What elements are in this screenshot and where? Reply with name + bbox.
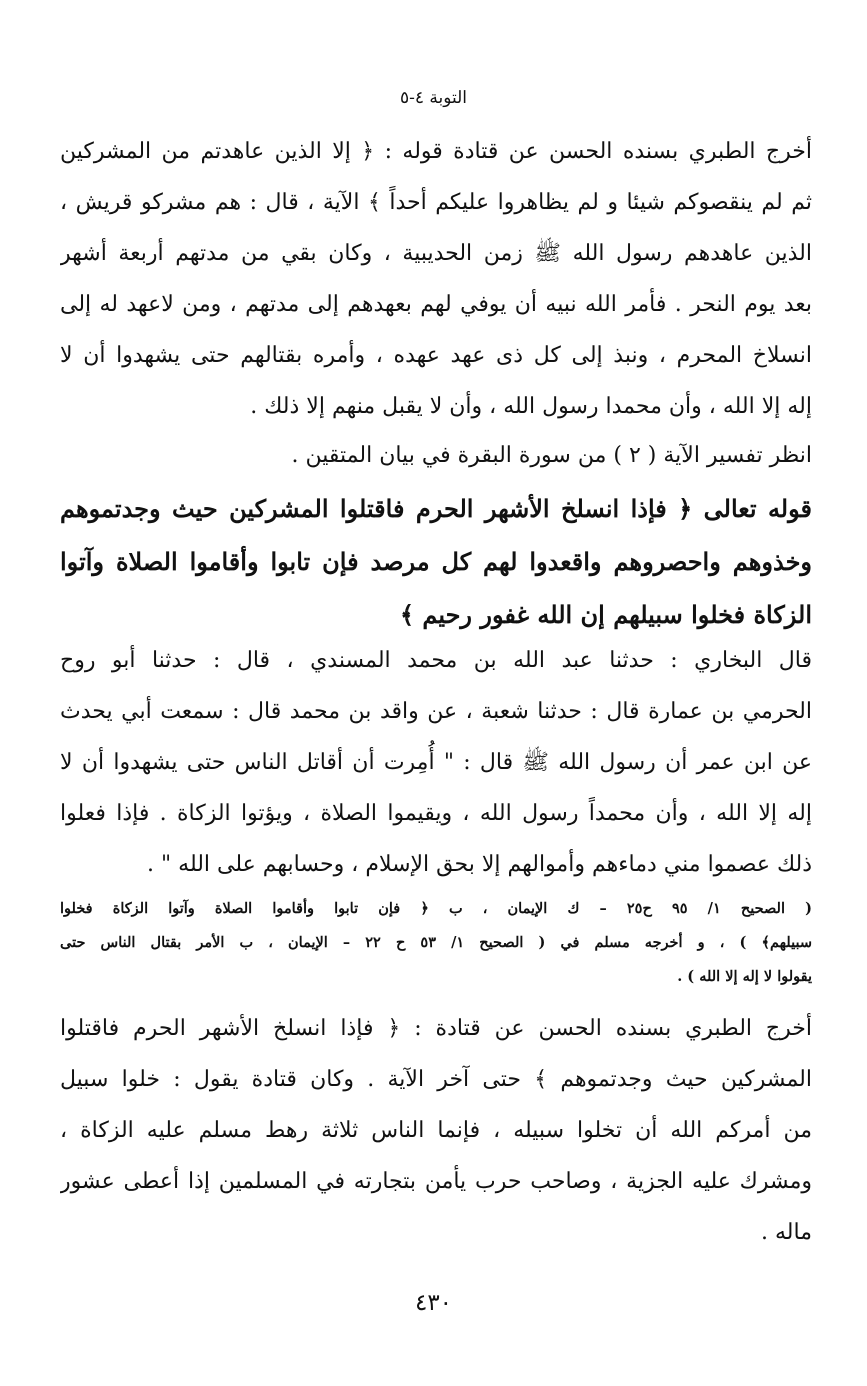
text-line: ماله .	[761, 1220, 812, 1245]
text-line: إله إلا الله ، وأن محمداً رسول الله ، ويقيموا الصلاة ، ويؤتوا الزكاة . فإذا فعلوا	[60, 801, 812, 826]
paragraph-reference	[60, 430, 812, 481]
page-header: التوبة ٤-٥	[399, 88, 468, 108]
text-line: عن ابن عمر أن رسول الله ﷺ قال : " أُمِرت أن أقاتل الناس حتى يشهدوا أن لا	[60, 750, 812, 775]
verse-line: قوله تعالى ﴿ فإذا انسلخ الأشهر الحرم فاقتلوا المشركين حيث وجدتموهم	[60, 494, 812, 523]
verse-heading	[60, 482, 812, 641]
text-line: أخرج الطبري بسنده الحسن عن قتادة : ﴿ فإذا انسلخ الأشهر الحرم فاقتلوا	[60, 1016, 812, 1041]
text-line: ذلك عصموا مني دماءهم وأموالهم إلا بحق الإسلام ، وحسابهم على الله " .	[147, 852, 812, 877]
text-line: انسلاخ المحرم ، ونبذ إلى كل ذى عهد عهده ، وأمره بقتالهم حتى يشهدوا أن لا	[60, 343, 812, 368]
text-line: من أمركم الله أن تخلوا سبيله ، فإنما الناس ثلاثة رهط مسلم عليه الزكاة ،	[60, 1118, 812, 1143]
paragraph-tabari-1	[60, 126, 812, 432]
text-line: إله إلا الله ، وأن محمدا رسول الله ، وأن لا يقبل منهم إلا ذلك .	[250, 394, 812, 419]
citation-note	[60, 892, 812, 994]
citation-line: ( الصحيح ١/ ٩٥ ح٢٥ – ك الإيمان ، ب ﴿ فإن تابوا وأقاموا الصلاة وآتوا الزكاة فخلوا	[60, 900, 812, 917]
text-line: المشركين حيث وجدتموهم ﴾ حتى آخر الآية . وكان قتادة يقول : خلوا سبيل	[60, 1067, 812, 1092]
text-line: انظر تفسير الآية ( ٢ ) من سورة البقرة في بيان المتقين .	[291, 443, 812, 468]
verse-line: وخذوهم واحصروهم واقعدوا لهم كل مرصد فإن تابوا وأقاموا الصلاة وآتوا	[60, 547, 812, 576]
text-line: أخرج الطبري بسنده الحسن عن قتادة قوله : ﴿ إلا الذين عاهدتم من المشركين	[60, 139, 812, 164]
text-line: ومشرك عليه الجزية ، وصاحب حرب يأمن بتجارته في المسلمين إذا أعطى عشور	[60, 1169, 812, 1194]
page-number: ٤٣٠	[414, 1290, 453, 1316]
paragraph-bukhari	[60, 635, 812, 890]
citation-line: سبيلهم﴾ ) ، و أخرجه مسلم في ( الصحيح ١/ ٥٣ ح ٢٢ – الإيمان ، ب الأمر بقتال الناس حتى	[60, 934, 812, 951]
text-line: ثم لم ينقصوكم شيئا و لم يظاهروا عليكم أحداً ﴾ الآية ، قال : هم مشركو قريش ،	[60, 190, 812, 215]
text-line: الحرمي بن عمارة قال : حدثنا شعبة ، عن واقد بن محمد قال : سمعت أبي يحدث	[60, 699, 812, 724]
text-line: قال البخاري : حدثنا عبد الله بن محمد المسندي ، قال : حدثنا أبو روح	[60, 648, 812, 673]
text-line: الذين عاهدهم رسول الله ﷺ زمن الحديبية ، وكان بقي من مدتهم أربعة أشهر	[60, 241, 812, 266]
citation-line: يقولوا لا إله إلا الله ) .	[677, 968, 812, 985]
text-line: بعد يوم النحر . فأمر الله نبيه أن يوفي لهم بعهدهم إلى مدتهم ، ومن لاعهد له إلى	[60, 292, 812, 317]
paragraph-tabari-2	[60, 1003, 812, 1258]
verse-line: الزكاة فخلوا سبيلهم إن الله غفور رحيم ﴾	[399, 600, 812, 629]
